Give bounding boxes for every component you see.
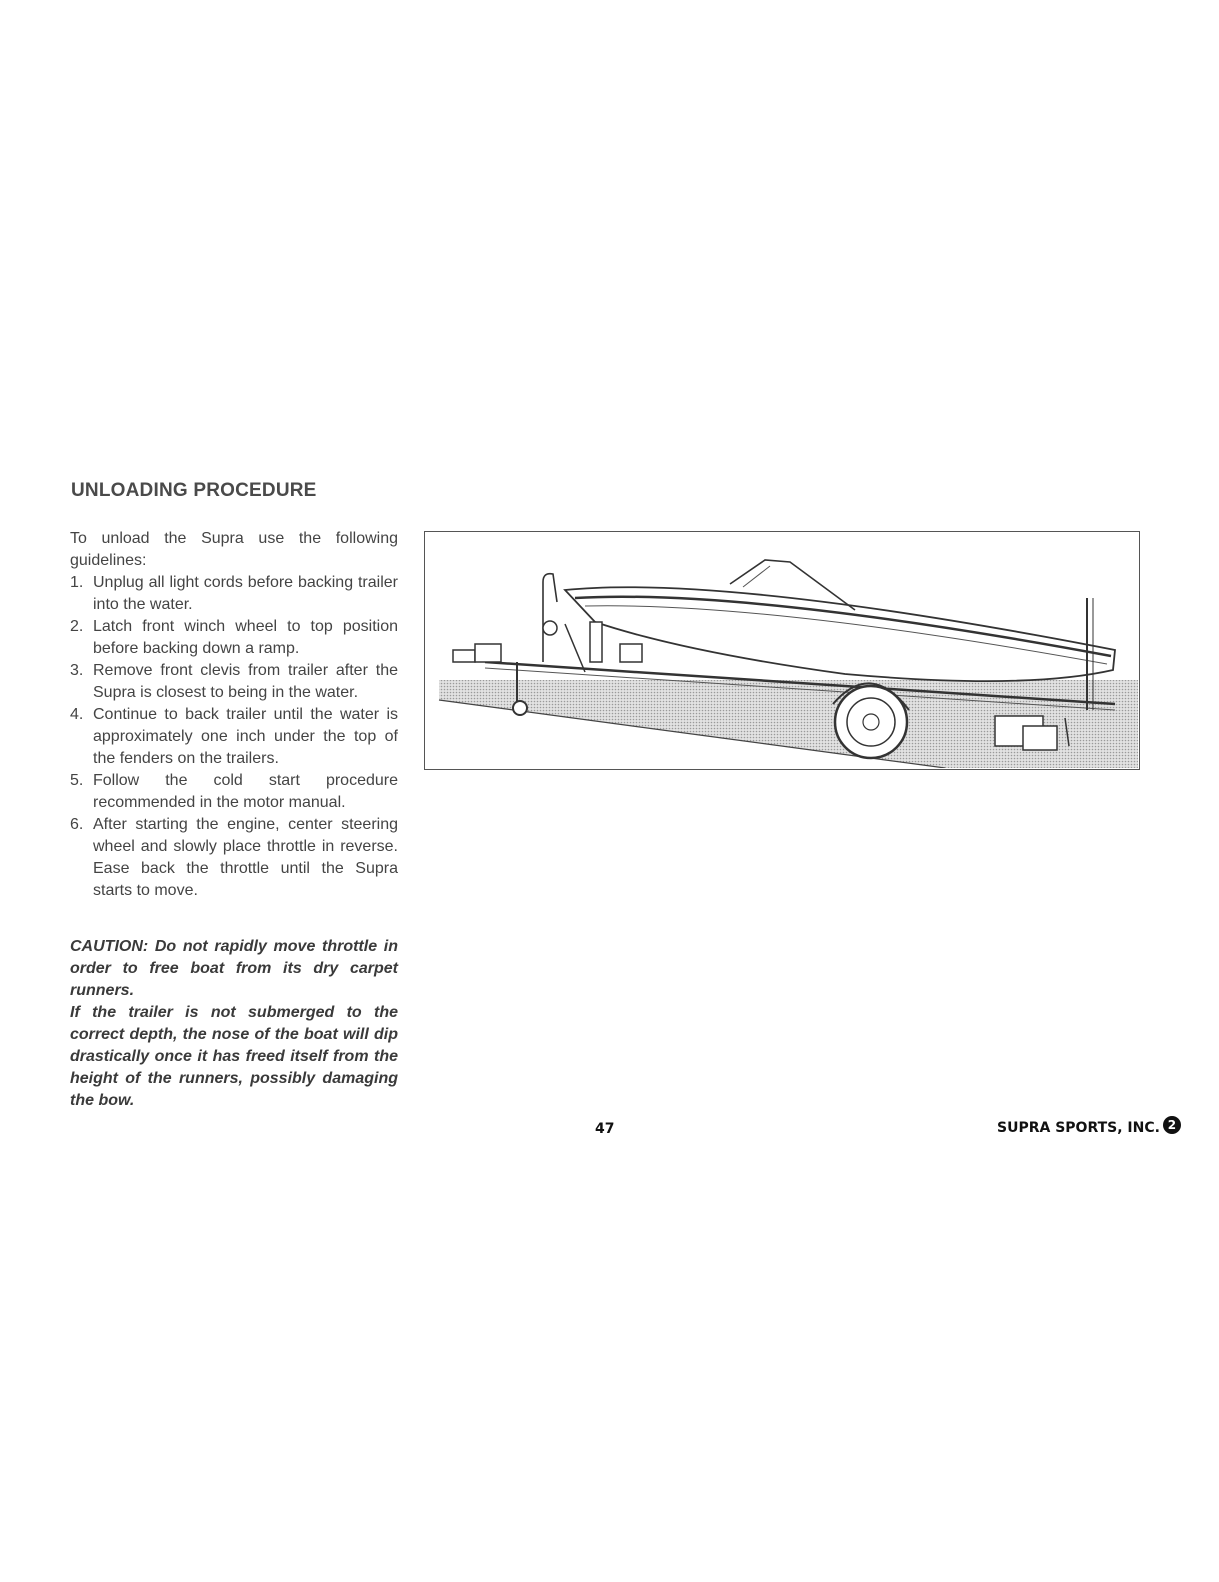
winch-post bbox=[543, 574, 557, 662]
bow-support bbox=[590, 622, 602, 662]
step-number: 3. bbox=[70, 662, 84, 679]
step-number: 6. bbox=[70, 816, 84, 833]
step-text: After starting the engine, center steering wheel and slowly place throttle in reverse. Ease back the throttle until the Supra starts to move. bbox=[93, 816, 398, 899]
step-text: Latch front winch wheel to top position before backing down a ramp. bbox=[93, 618, 398, 657]
list-item bbox=[70, 814, 398, 902]
jack-wheel bbox=[513, 701, 527, 715]
page-number: 47 bbox=[595, 1121, 615, 1137]
winch-strap bbox=[565, 624, 585, 672]
list-item bbox=[70, 770, 398, 814]
stern-drive bbox=[1023, 726, 1057, 750]
step-number: 1. bbox=[70, 574, 84, 591]
bunk-bracket bbox=[620, 644, 642, 662]
list-item bbox=[70, 660, 398, 704]
step-text: Unplug all light cords before backing trailer into the water. bbox=[93, 574, 398, 613]
steps-list bbox=[70, 572, 398, 902]
step-text: Remove front clevis from trailer after the Supra is closest to being in the water. bbox=[93, 662, 398, 701]
boat-trailer-illustration bbox=[424, 531, 1140, 770]
list-item bbox=[70, 572, 398, 616]
caution-paragraph: If the trailer is not submerged to the correct depth, the nose of the boat will dip drastically once it has freed itself from the height of the runners, possibly damaging the bow. bbox=[70, 1004, 398, 1109]
page-title: UNLOADING PROCEDURE bbox=[71, 480, 317, 501]
brand-footer bbox=[997, 1120, 1181, 1136]
trailer-hitch bbox=[453, 650, 475, 662]
windshield-frame bbox=[743, 566, 770, 587]
step-text: Continue to back trailer until the water is approximately one inch under the top of the fenders on the trailers. bbox=[93, 706, 398, 767]
procedure-text bbox=[70, 528, 398, 902]
brand-name: SUPRA SPORTS, INC. bbox=[997, 1120, 1160, 1136]
winch-wheel bbox=[543, 621, 557, 635]
step-number: 4. bbox=[70, 706, 84, 723]
caution-note bbox=[70, 936, 398, 1112]
step-text: Follow the cold start procedure recommended in the motor manual. bbox=[93, 772, 398, 811]
step-number: 5. bbox=[70, 772, 84, 789]
wheel-hub bbox=[863, 714, 879, 730]
list-item bbox=[70, 704, 398, 770]
caution-paragraph: CAUTION: Do not rapidly move throttle in order to free boat from its dry carpet runners. bbox=[70, 938, 398, 999]
boat-hull bbox=[565, 587, 1115, 681]
intro-paragraph: To unload the Supra use the following guidelines: bbox=[70, 530, 398, 569]
trailer-coupler bbox=[475, 644, 501, 662]
list-item bbox=[70, 616, 398, 660]
step-number: 2. bbox=[70, 618, 84, 635]
brand-mark-icon: 2 bbox=[1163, 1116, 1181, 1134]
boat-on-trailer-drawing bbox=[425, 532, 1138, 768]
